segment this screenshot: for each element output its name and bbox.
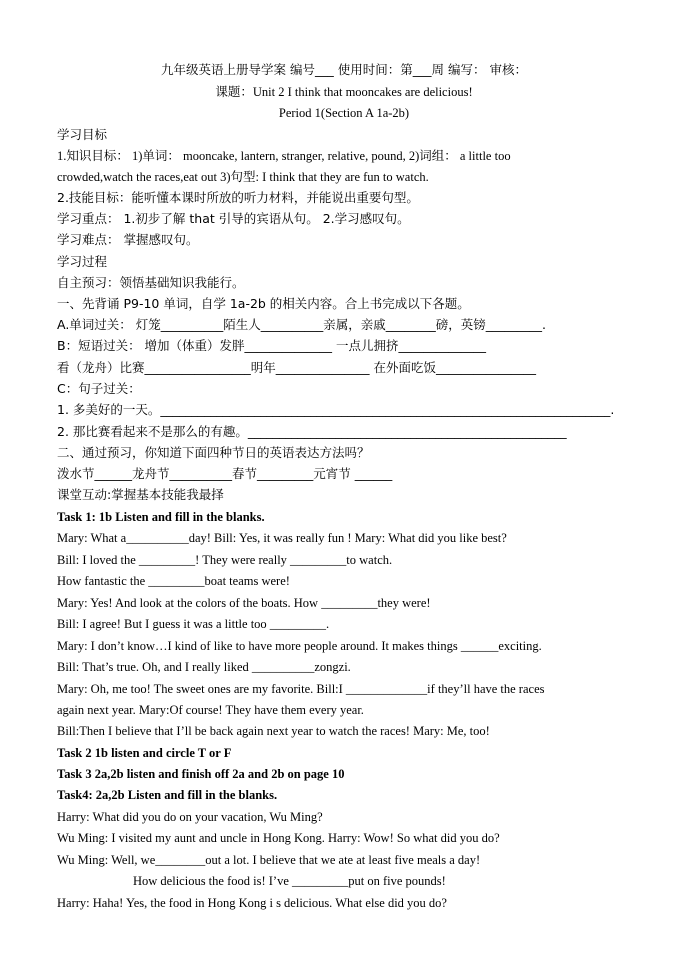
phrase-check-line1: B：短语过关： 增加（体重）发胖______________ 一点儿拥挤______________ (57, 338, 487, 353)
objective-knowledge-line2: crowded,watch the races,eat out 3)句型: I think that they are fun to watch. (57, 170, 429, 184)
self-preview: 自主预习：领悟基础知识我能行。 (57, 275, 245, 290)
dialogue-line: Bill: That’s true. Oh, and I really liked __________zongzi. (57, 660, 351, 674)
dialogue-line: How delicious the food is! I’ve _________put on five pounds! (133, 874, 446, 888)
sentence-1: 1. 多美好的一天。________________________________________________________________________. (57, 402, 615, 417)
task-1-heading: Task 1: 1b Listen and fill in the blanks. (57, 510, 265, 524)
word-check: A.单词过关： 灯笼__________陌生人__________亲属，亲戚________磅，英镑_________. (57, 317, 547, 332)
dialogue-line: Harry: What did you do on your vacation, Wu Ming? (57, 810, 323, 824)
dialogue-line: Mary: Yes! And look at the colors of the boats. How _________they were! (57, 596, 431, 610)
dialogue-line: Mary: I don’t know…I kind of like to have more people around. It makes things ______exciting. (57, 639, 542, 653)
phrase-check-line2: 看（龙舟）比赛_________________明年_______________ 在外面吃饭________________ (57, 360, 536, 375)
dialogue-line: Bill: I agree! But I guess it was a little too _________. (57, 617, 330, 631)
objective-skills: 2.技能目标：能听懂本课时所放的听力材料，并能说出重要句型。 (57, 190, 419, 205)
objective-knowledge-line1: 1.知识目标： 1)单词： mooncake, lantern, stranger, relative, pound, 2)词组： a little too (57, 149, 511, 163)
festivals-line: 泼水节______龙舟节__________春节_________元宵节 ______ (57, 466, 393, 481)
task-2-heading: Task 2 1b listen and circle T or F (57, 746, 232, 760)
process-heading: 学习过程 (57, 254, 108, 269)
lesson-topic: 课题：Unit 2 I think that mooncakes are delicious! (215, 85, 473, 99)
lesson-period: Period 1(Section A 1a-2b) (278, 106, 410, 120)
sentence-check: C：句子过关： (57, 381, 141, 396)
worksheet-title: 九年级英语上册导学案 编号___ 使用时间：第___周 编写： 审核： (161, 62, 527, 77)
sentence-2: 2. 那比赛看起来不是那么的有趣。___________________________________________________ (57, 424, 567, 439)
dialogue-line: Mary: Oh, me too! The sweet ones are my favorite. Bill:I _____________if they’ll have the races (57, 682, 545, 696)
difficult-points: 学习难点： 掌握感叹句。 (57, 232, 199, 247)
objectives-heading: 学习目标 (57, 127, 108, 142)
task-4-heading: Task4: 2a,2b Listen and fill in the blanks. (57, 788, 278, 802)
dialogue-line: again next year. Mary:Of course! They have them every year. (57, 703, 364, 717)
dialogue-line: Bill:Then I believe that I’ll be back again next year to watch the races! Mary: Me, too! (57, 724, 490, 738)
classroom-heading: 课堂互动:掌握基本技能我最择 (57, 487, 224, 502)
key-points: 学习重点： 1.初步了解 that 引导的宾语从句。 2.学习感叹句。 (57, 211, 410, 226)
dialogue-line: Bill: I loved the _________! They were really _________to watch. (57, 553, 393, 567)
dialogue-line: Wu Ming: Well, we________out a lot. I believe that we ate at least five meals a day! (57, 853, 481, 867)
dialogue-line: Wu Ming: I visited my aunt and uncle in Hong Kong. Harry: Wow! So what did you do? (57, 831, 500, 845)
dialogue-line: Mary: What a__________day! Bill: Yes, it was really fun ! Mary: What did you like best? (57, 531, 507, 545)
dialogue-line: Harry: Haha! Yes, the food in Hong Kong i s delicious. What else did you do? (57, 896, 447, 910)
task-3-heading: Task 3 2a,2b listen and finish off 2a and 2b on page 10 (57, 767, 345, 781)
step-one: 一、先背诵 P9-10 单词，自学 1a-2b 的相关内容。合上书完成以下各题。 (57, 296, 470, 311)
step-two: 二、通过预习，你知道下面四种节日的英语表达方法吗？ (57, 445, 370, 460)
dialogue-line: How fantastic the _________boat teams were! (57, 574, 290, 588)
